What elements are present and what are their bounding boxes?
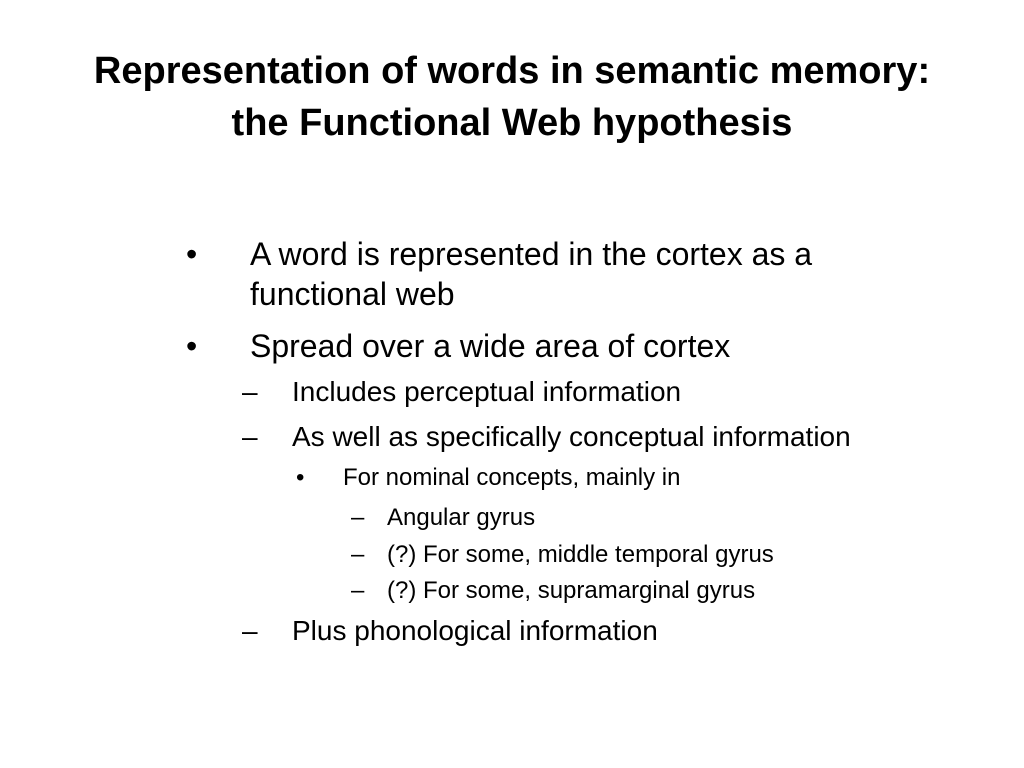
subbullet-text: As well as specifically conceptual information xyxy=(292,421,851,452)
subbullet-text: Plus phonological information xyxy=(292,615,658,646)
dash-marker: – xyxy=(351,577,365,604)
dash-marker: – xyxy=(351,541,365,568)
dash-marker: – xyxy=(242,376,258,407)
dash-marker: – xyxy=(242,421,258,452)
slide-title-line-2: the Functional Web hypothesis xyxy=(231,101,793,144)
level4-text: (?) For some, middle temporal gyrus xyxy=(387,541,774,568)
slide-title-line-1: Representation of words in semantic memory: xyxy=(93,50,931,92)
slide-title xyxy=(40,46,984,149)
bullet-text-line-2: functional web xyxy=(250,276,455,312)
level4-text: (?) For some, supramarginal gyrus xyxy=(387,577,756,604)
bullet-marker: • xyxy=(186,236,198,272)
bullet-text-line-1: A word is represented in the cortex as a xyxy=(250,236,813,272)
bullet-marker: • xyxy=(186,328,198,364)
dash-marker: – xyxy=(242,615,258,646)
level4-text: Angular gyrus xyxy=(387,504,536,531)
dash-marker: – xyxy=(351,504,365,531)
bullet-text: Spread over a wide area of cortex xyxy=(250,328,731,364)
subsubbullet-text: For nominal concepts, mainly in xyxy=(343,464,681,491)
subbullet-text: Includes perceptual information xyxy=(292,376,682,407)
bullet-marker: • xyxy=(296,464,305,491)
